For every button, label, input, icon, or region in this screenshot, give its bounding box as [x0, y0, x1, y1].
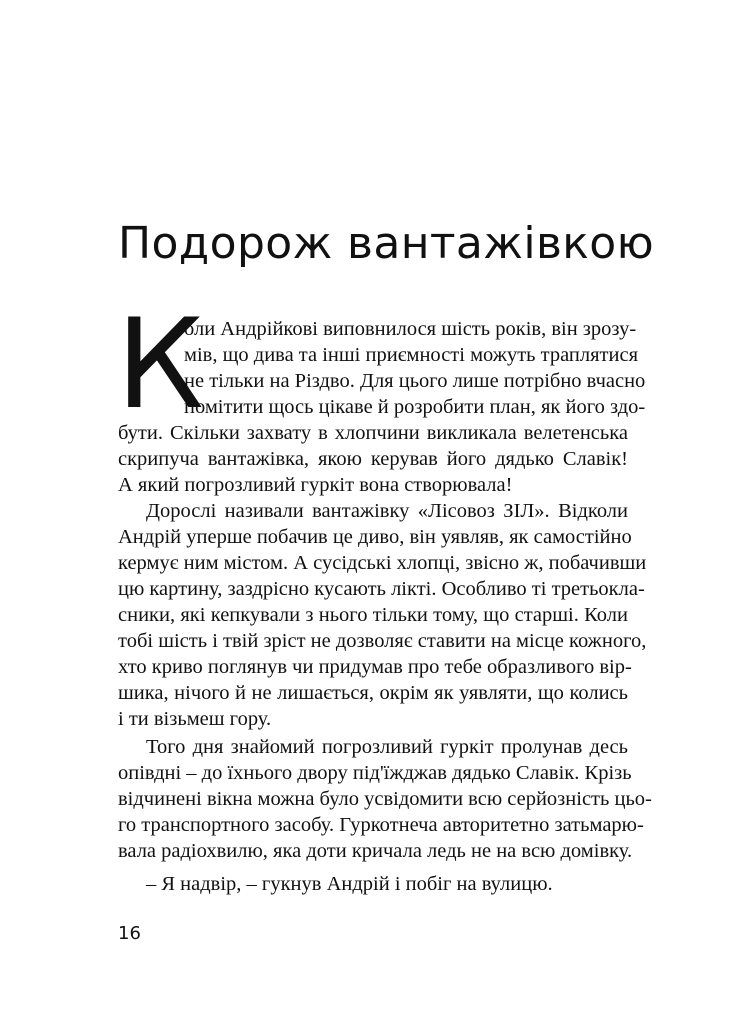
text-line: Того дня знайомий погрозливий гуркіт пролунав десь [146, 736, 628, 758]
text-line: скрипуча вантажівка, якою керував його дядько Славік! [118, 448, 628, 470]
text-line: і ти візьмеш гору. [118, 708, 272, 730]
drop-cap: К [116, 293, 205, 437]
text-line: хто криво поглянув чи придумав про тебе образливого вір- [118, 656, 632, 678]
text-line: А який погрозливий гуркіт вона створювала! [118, 474, 513, 496]
text-line: – Я надвір, – гукнув Андрій і побіг на вулицю. [146, 873, 553, 895]
text-line: опівдні – до їхнього двору під'їжджав дядько Славік. Крізь [118, 762, 632, 784]
text-line: оли Андрійкові виповнилося шість років, він зрозу- [184, 318, 637, 340]
text-line: не тільки на Різдво. Для цього лише потрібно вчасно [184, 370, 646, 392]
text-line: цю картину, заздрісно кусають лікті. Особливо ті третьокла- [118, 578, 645, 600]
page-number: 16 [118, 923, 141, 944]
text-line: Дорослі називали вантажівку «Лісовоз ЗІЛ». Відколи [146, 500, 628, 522]
text-line: тобі шість і твій зріст не дозволяє ставити на місце кожного, [118, 630, 647, 652]
text-line: сники, які кепкували з нього тільки тому, що старші. Коли [118, 604, 628, 626]
text-line: Андрій уперше побачив це диво, він уявляв, як самостійно [118, 526, 632, 548]
text-line: помітити щось цікаве й розробити план, як його здо- [184, 396, 646, 418]
text-line: бути. Скільки захвату в хлопчини викликала велетенська [118, 422, 628, 444]
text-line: шика, нічого й не лишається, окрім як уявляти, що колись [118, 682, 628, 704]
text-line: вала радіохвилю, яка доти кричала ледь не на всю домівку. [118, 840, 633, 862]
text-line: мів, що дива та інші приємності можуть траплятися [184, 344, 639, 366]
text-line: відчинені вікна можна було усвідомити всю серйозність цьо- [118, 788, 652, 810]
chapter-title: Подорож вантажівкою [118, 218, 655, 269]
text-line: кермує ним містом. А сусідські хлопці, звісно ж, побачивши [118, 552, 647, 574]
text-line: го транспортного засобу. Гуркотнеча авторитетно затьмарю- [118, 814, 644, 836]
